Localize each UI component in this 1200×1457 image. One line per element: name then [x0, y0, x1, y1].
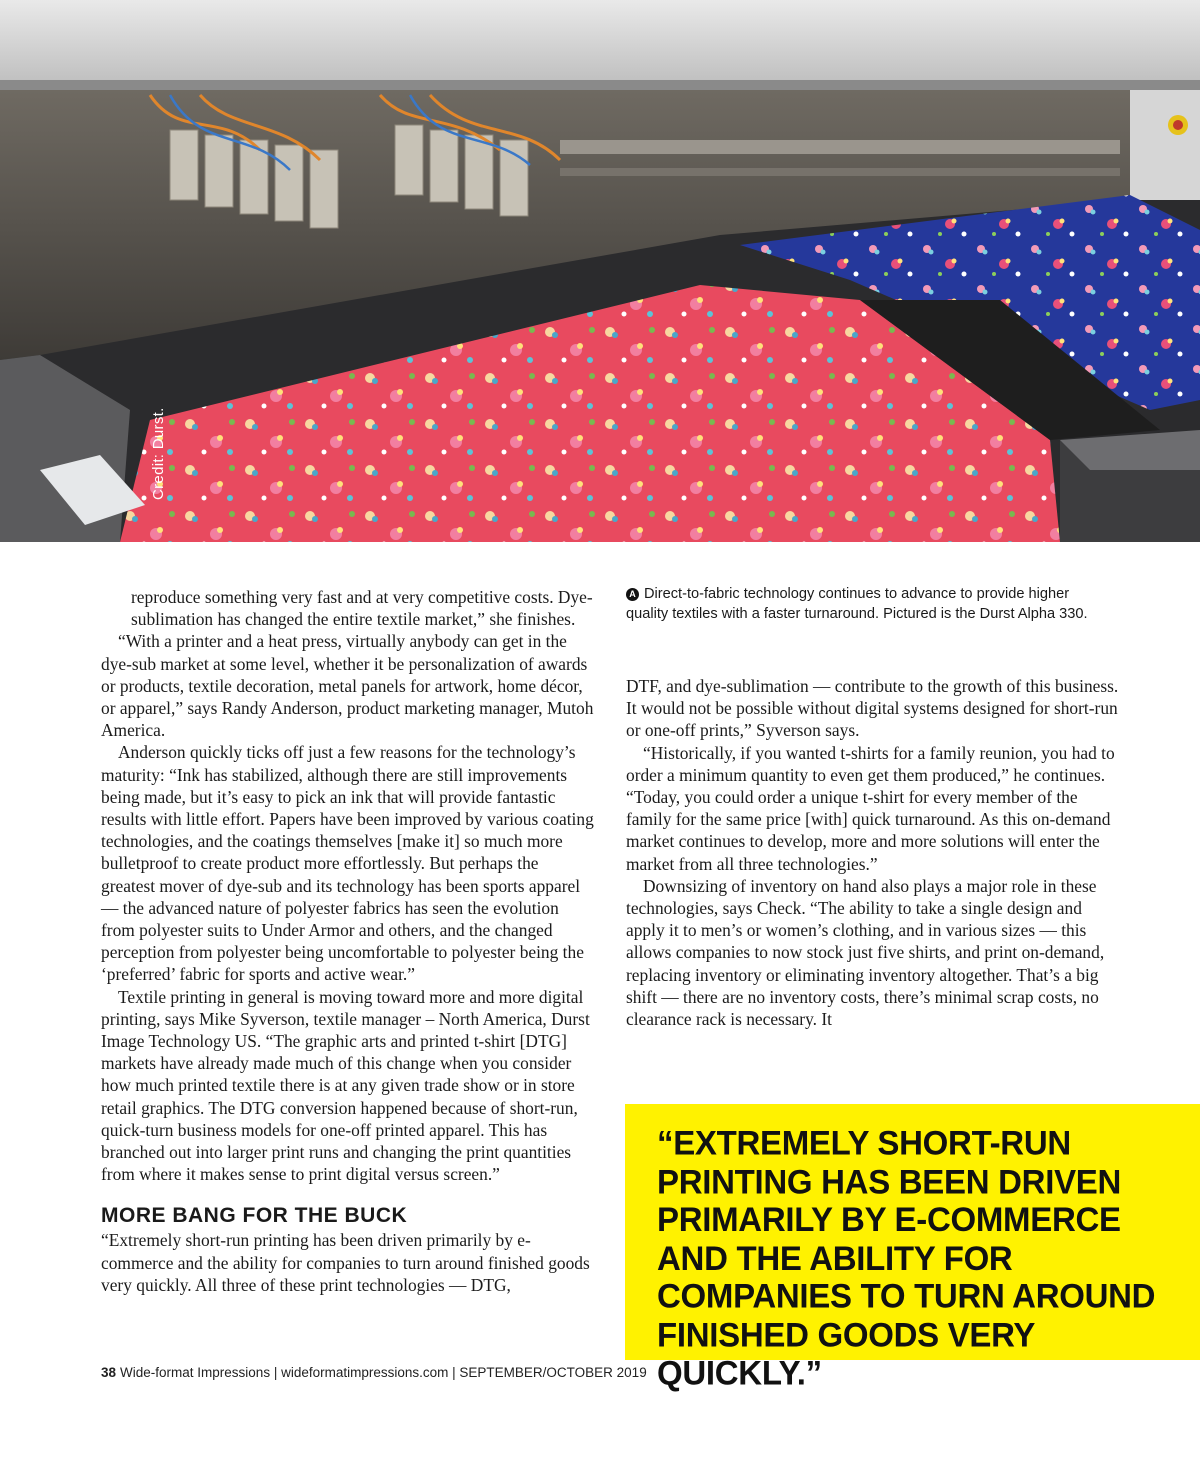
paragraph: DTF, and dye-sublimation — contribute to the growth of this business. It would not be possible without digital systems designed for short-run or one-off prints,” Syverson says. [626, 676, 1119, 741]
printer-illustration [0, 0, 1200, 542]
paragraph: “Historically, if you wanted t-shirts for a family reunion, you had to order a minimum quantity to even get them produced,” he continues. “Today, you could order a unique t-shirt for every member of the family for the same price [with] quick turnaround. As this on-demand market continues to develop, more and more solutions will enter the market from all three technologies.” [626, 742, 1115, 874]
right-column [626, 675, 1122, 1030]
caption-text: Direct-to-fabric technology continues to advance to provide higher quality textiles with a faster turnaround. Pictured is the Durst Alpha 330. [626, 586, 1088, 622]
paragraph: reproduce something very fast and at very competitive costs. Dye-sublimation has changed the entire textile market,” she finishes. [131, 587, 593, 630]
pull-quote-text: “EXTREMELY SHORT-RUN PRINTING HAS BEEN DRIVEN PRIMARILY BY E-COMMERCE AND THE ABILITY FOR COMPANIES TO TURN AROUND FINISHED GOODS VERY QUICKLY.” [657, 1122, 1156, 1392]
photo-credit: Credit: Durst. [150, 407, 167, 500]
page-number: 38 [101, 1365, 117, 1380]
paragraph: Textile printing in general is moving toward more and more digital printing, says Mike Syverson, textile manager – North America, Durst Image Technology US. “The graphic arts and printed t-shirt [DTG] markets have already made much of this change when you consider how much printed textile there is at any given trade show or in store retail graphics. The DTG conversion happened because of short-run, quick-turn business models for one-off printed apparel. This has branched out into larger print runs and changing the print quantities from where it makes sense to print digital versus screen.” [101, 986, 590, 1185]
hero-photo [0, 0, 1200, 542]
photo-caption [626, 585, 1096, 624]
footer-text: Wide-format Impressions | wideformatimpressions.com | SEPTEMBER/OCTOBER 2019 [120, 1365, 647, 1380]
left-column [101, 586, 595, 1296]
paragraph: Downsizing of inventory on hand also plays a major role in these technologies, says Check. “The ability to take a single design and apply it to men’s or women’s clothing, and in various sizes — this allows companies to now stock just five shirts, and print on-demand, replacing inventory or eliminating inventory altogether. That’s a big shift — there are no inventory costs, there’s minimal scrap costs, no clearance rack is necessary. It [626, 875, 1105, 1030]
paragraph: “With a printer and a heat press, virtually anybody can get in the dye-sub market at some level, whether it be personalization of awards or products, textile decoration, metal panels for artwork, home décor, or apparel,” says Randy Anderson, product marketing manager, Mutoh America. [101, 631, 594, 741]
page-footer [101, 1365, 647, 1380]
pull-quote-box [625, 1104, 1200, 1392]
section-subhead: MORE BANG FOR THE BUCK [101, 1204, 408, 1228]
paragraph: Anderson quickly ticks off just a few reasons for the technology’s maturity: “Ink has stabilized, although there are still improvements being made, but it’s easy to pick an ink that will provide fantastic results with little effort. Papers have been improved by various coating technologies, and the coatings themselves [make it] so much more bulletproof to create product more effortlessly. But perhaps the greatest mover of dye-sub and its technology has been sports apparel — the advanced nature of polyester fabrics has seen the evolution from polyester suits to Under Armor and others, and the changed perception from polyester being uncomfortable to polyester being the ‘preferred’ fabric for sports and active wear.” [101, 742, 594, 985]
paragraph: “Extremely short-run printing has been driven primarily by e-commerce and the ability for companies to turn around finished goods very quickly. All three of these print technologies — DTG, [101, 1230, 590, 1295]
caption-marker-icon: A [626, 588, 639, 601]
